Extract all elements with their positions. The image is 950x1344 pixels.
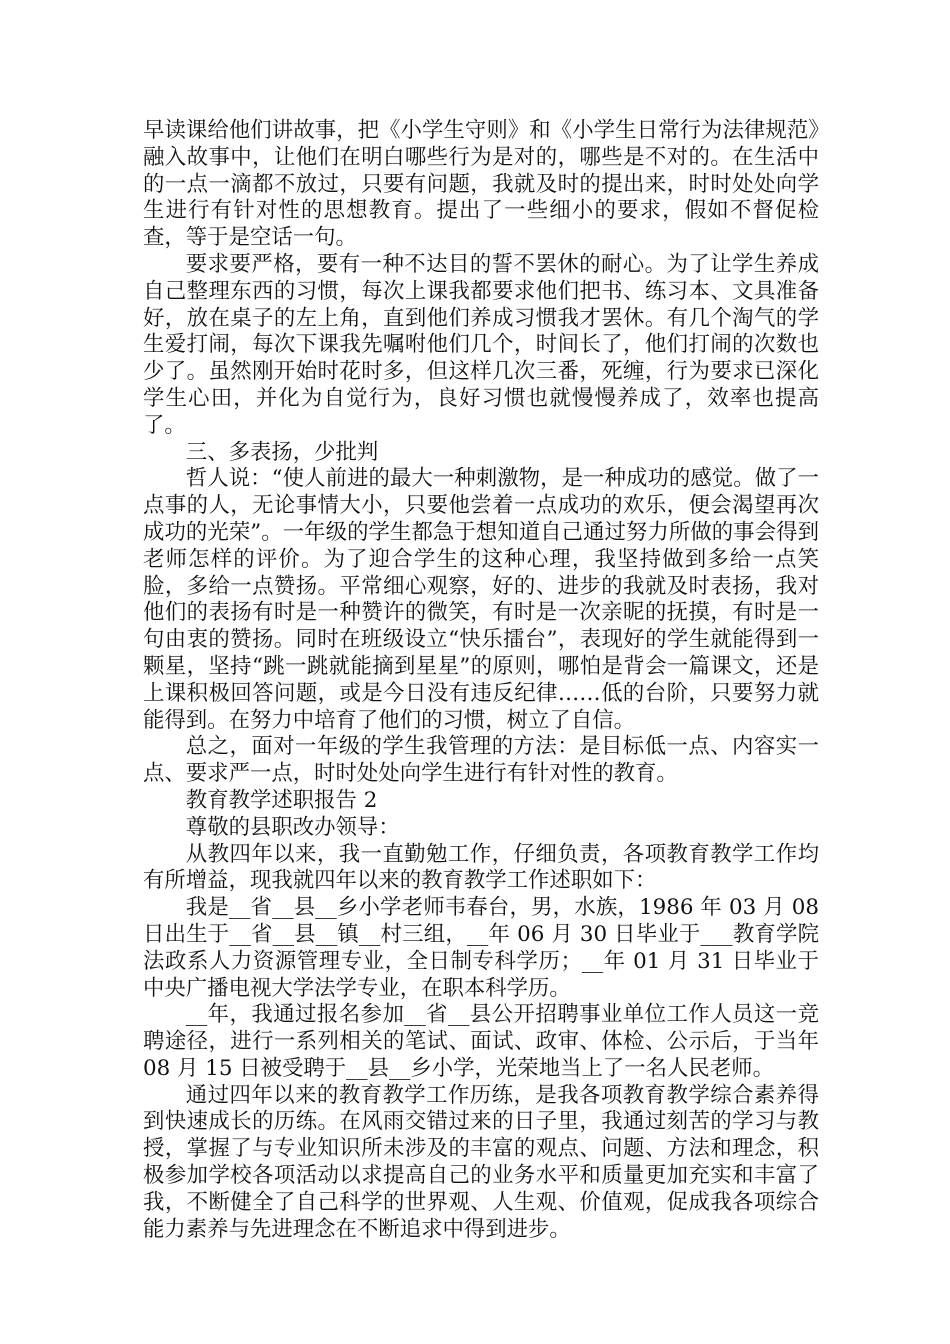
paragraph-3: 哲人说：“使人前进的最大一种刺激物，是一种成功的感觉。做了一点事的人，无论事情大小，只要他尝着一点成功的欢乐，便会渴望再次成功的光荣”。一年级的学生都急于想知道自己通过努力所做的事会得到老师怎样的评价。为了迎合学生的这种心理，我坚持做到多给一点笑脸，多给一点赞扬。平常细心观察，好的、进步的我就及时表扬，我对他们的表扬有时是一种赞许的微笑，有时是一次亲昵的抚摸，有时是一句由衷的赞扬。同时在班级设立“快乐擂台”，表现好的学生就能得到一颗星，坚持“跳一跳就能摘到星星”的原则，哪怕是背会一篇课文，还是上课积极回答问题，或是今日没有违反纪律……低的台阶，只要努力就能得到。在努力中培育了他们的习惯，树立了自信。 — [143, 466, 819, 733]
paragraph-5: 从教四年以来，我一直勤勉工作，仔细负责，各项教育教学工作均有所增益，现我就四年以来的教育教学工作述职如下： — [143, 841, 819, 894]
document-body — [143, 118, 819, 1243]
paragraph-2: 要求要严格，要有一种不达目的誓不罢休的耐心。为了让学生养成自己整理东西的习惯，每次上课我都要求他们把书、练习本、文具准备好，放在桌子的左上角，直到他们养成习惯我才罢休。有几个淘气的学生爱打闹，每次下课我先嘱咐他们几个，时间长了，他们打闹的次数也少了。虽然刚开始时花时多，但这样几次三番，死缠，行为要求已深化学生心田，并化为自觉行为，良好习惯也就慢慢养成了，效率也提高了。 — [143, 251, 819, 438]
paragraph-1: 早读课给他们讲故事，把《小学生守则》和《小学生日常行为法律规范》融入故事中，让他们在明白哪些行为是对的，哪些是不对的。在生活中的一点一滴都不放过，只要有问题，我就及时的提出来，时时处处向学生进行有针对性的思想教育。提出了一些细小的要求，假如不督促检查，等于是空话一句。 — [143, 118, 819, 251]
section-heading: 三、多表扬，少批判 — [185, 439, 379, 465]
paragraph-7: __年，我通过报名参加__省__县公开招聘事业单位工作人员这一竞聘途径，进行一系列相关的笔试、面试、政审、体检、公示后，于当年 08 月 15 日被受聘于__县__乡小学，光荣地当上了一名人民老师。 — [143, 1002, 819, 1081]
report-title: 教育教学述职报告 2 — [185, 787, 378, 813]
salutation: 尊敬的县职改办领导： — [185, 814, 400, 840]
paragraph-8: 通过四年以来的教育教学工作历练，是我各项教育教学综合素养得到快速成长的历练。在风雨交错过来的日子里，我通过刻苦的学习与教授，掌握了与专业知识所未涉及的丰富的观点、问题、方法和理念，积极参加学校各项活动以求提高自己的业务水平和质量更加充实和丰富了我，不断健全了自己科学的世界观、人生观、价值观，促成我各项综合能力素养与先进理念在不断追求中得到进步。 — [143, 1082, 819, 1242]
paragraph-4: 总之，面对一年级的学生我管理的方法：是目标低一点、内容实一点、要求严一点，时时处处向学生进行有针对性的教育。 — [143, 734, 819, 787]
paragraph-6: 我是__省__县__乡小学老师韦春台，男，水族，1986 年 03 月 08 日出生于__省__县__镇__村三组，__年 06 月 30 日毕业于___教育学院法政系人力资源管理专业，全日制专科学历；__年 01 月 31 日毕业于中央广播电视大学法学专业，在职本科学历。 — [143, 895, 819, 1001]
